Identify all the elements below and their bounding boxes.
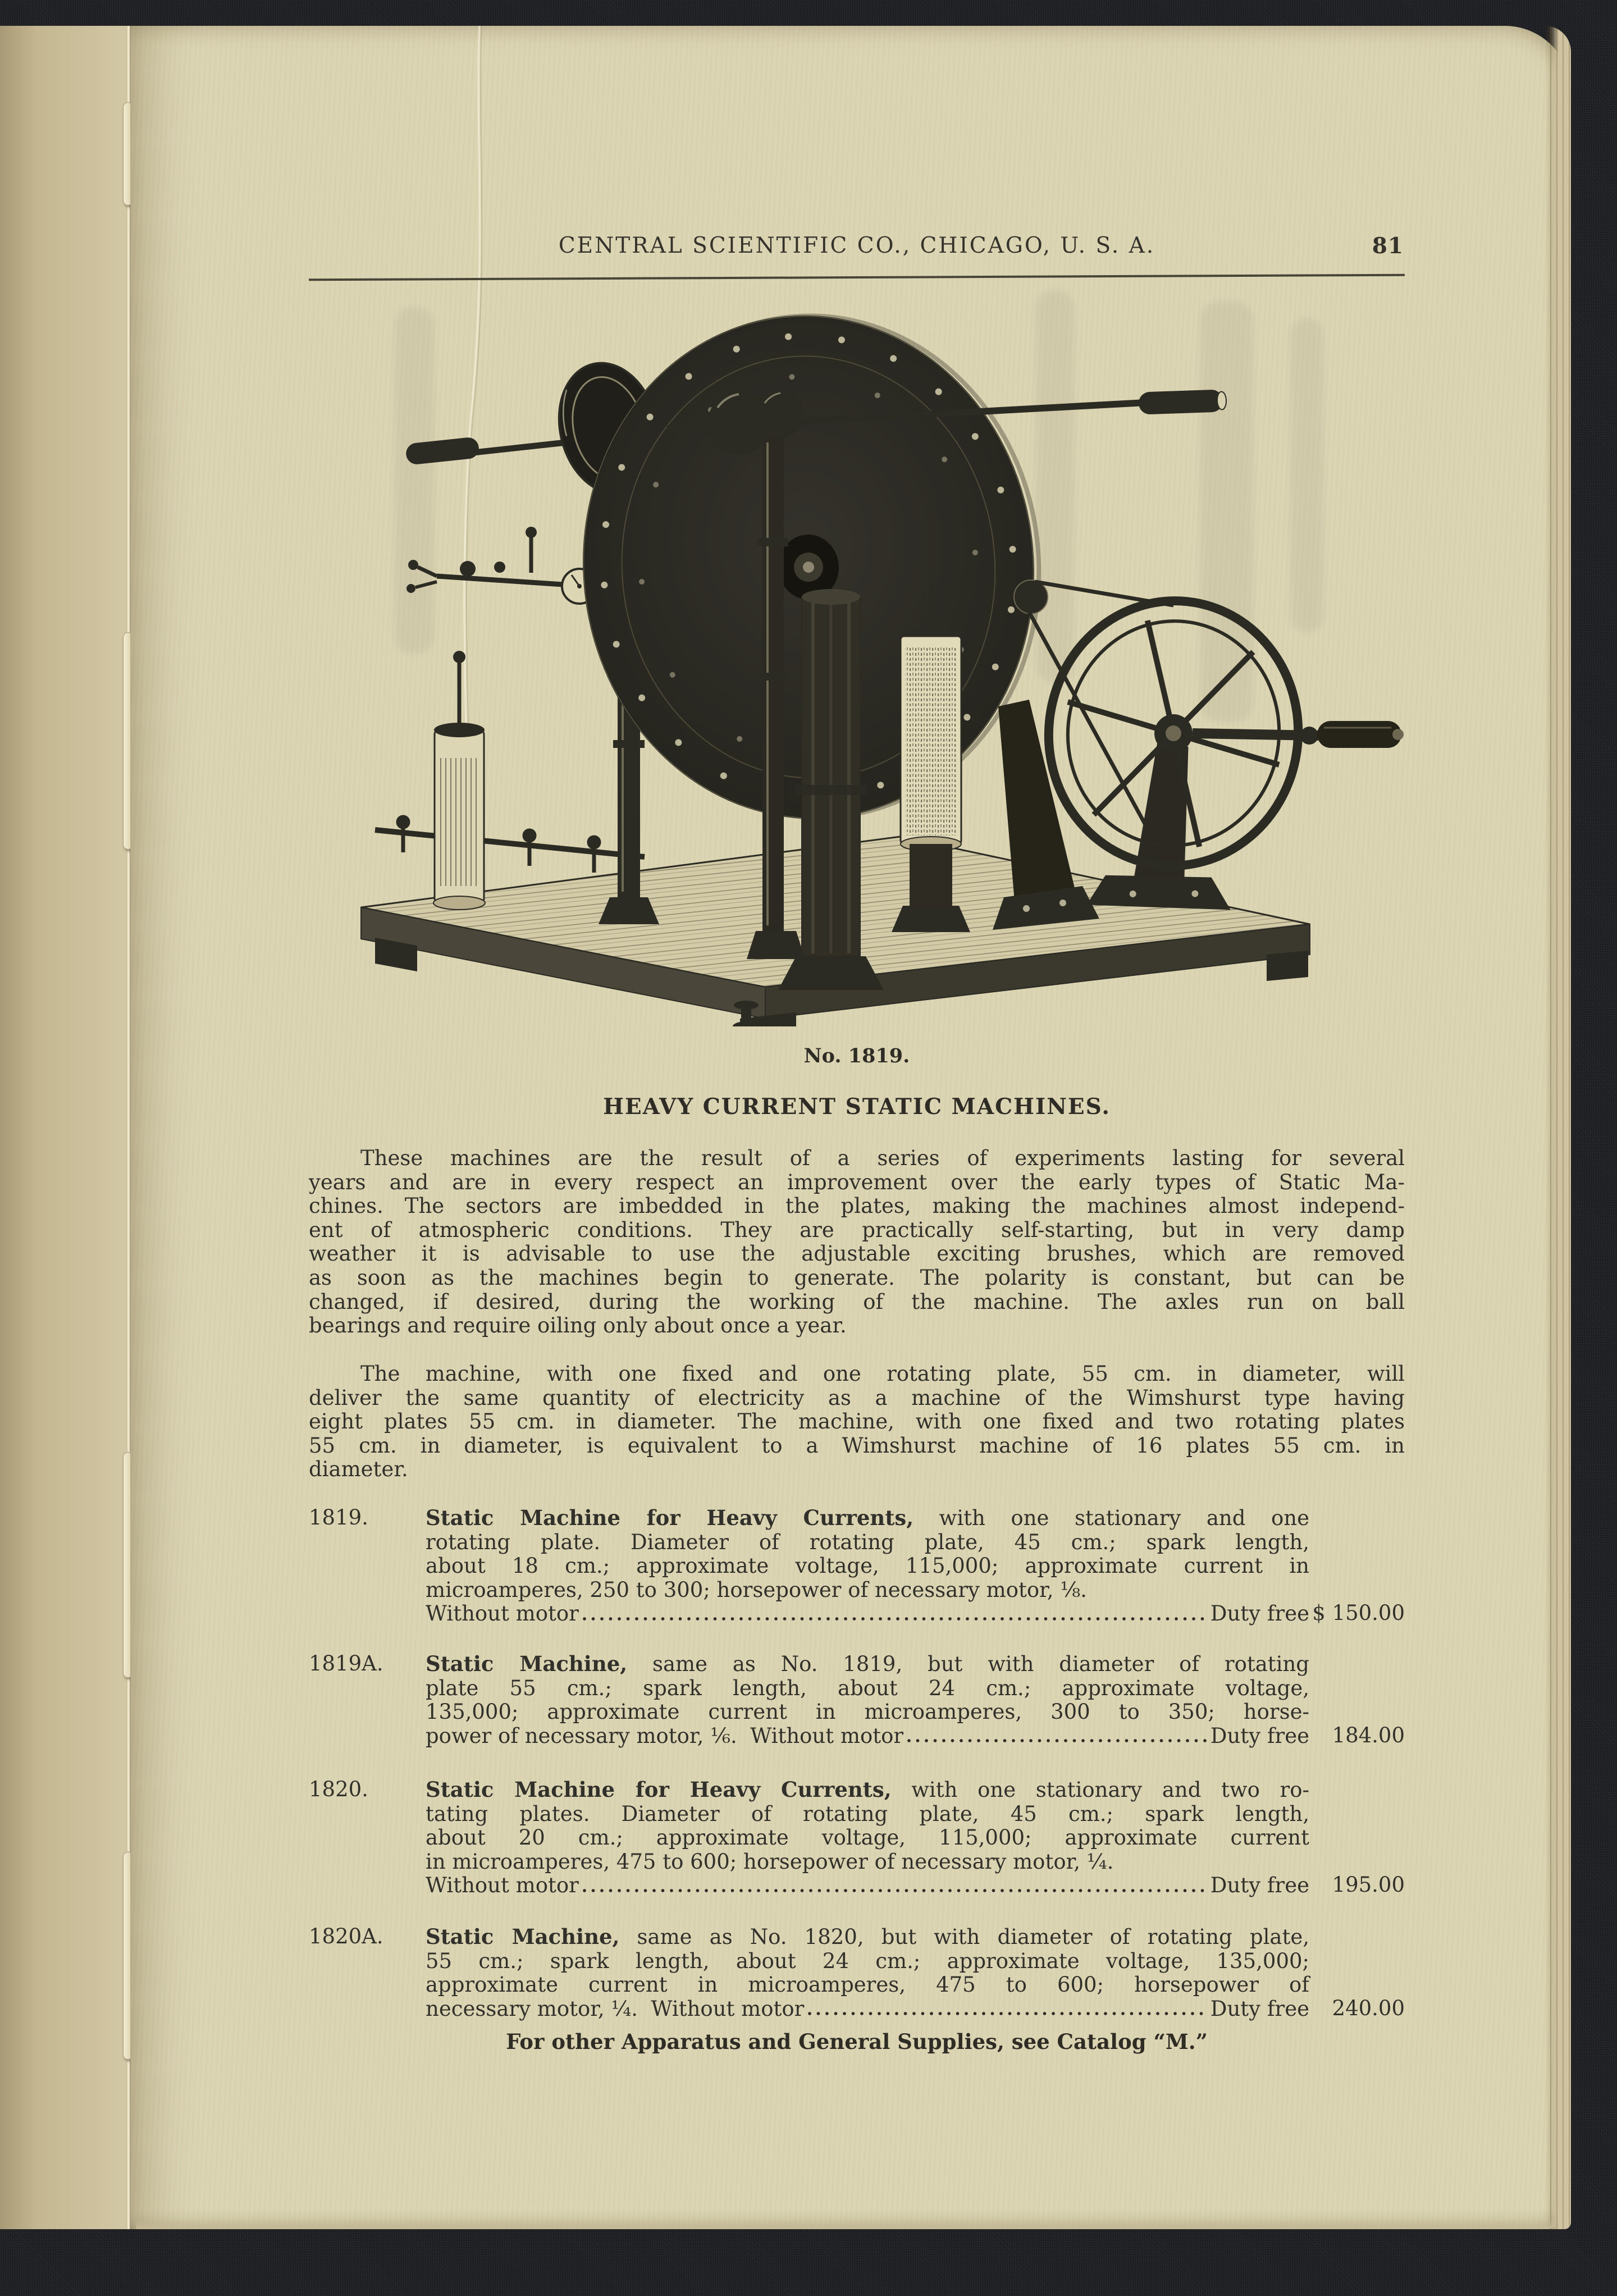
page-bottom-edge: [136, 2219, 1557, 2229]
static-machine-engraving: [353, 313, 1408, 1026]
item-line: 55 cm.; spark length, about 24 cm.; approximate voltage, 135,000;: [426, 1948, 1309, 1973]
item-line: in microamperes, 475 to 600; horsepower of necessary motor, ¼.: [426, 1849, 1114, 1874]
item-line: Static Machine for Heavy Currents, with one stationary and two ro-: [426, 1777, 1310, 1802]
item-number: 1820A.: [309, 1924, 383, 1948]
catalog-item-1820: [309, 1778, 1405, 1897]
section-title: HEAVY CURRENT STATIC MACHINES.: [603, 1094, 1111, 1120]
item-line: approximate current in microamperes, 475 to 600; horsepower of: [426, 1973, 1309, 1997]
item-price-line: Without motor Duty free: [426, 1873, 1309, 1898]
catalog-item-1819: [309, 1506, 1405, 1626]
dotted-leader: [582, 1887, 1207, 1894]
catalog-item-1819A: [309, 1652, 1405, 1748]
paragraph-line: diameter.: [309, 1457, 408, 1482]
paragraph-line: weather it is advisable to use the adjustable exciting brushes, which are removed: [309, 1241, 1405, 1266]
item-number: 1819A.: [309, 1651, 383, 1676]
item-line: about 18 cm.; approximate voltage, 115,000; approximate current in: [426, 1554, 1309, 1578]
item-line: rotating plate. Diameter of rotating plate, 45 cm.; spark length,: [426, 1530, 1309, 1554]
duty-free-label: Duty free: [1210, 1601, 1309, 1626]
item-line: plate 55 cm.; spark length, about 24 cm.; approximate voltage,: [426, 1676, 1309, 1700]
item-line: tating plates. Diameter of rotating plate, 45 cm.; spark length,: [426, 1801, 1309, 1826]
item-title: Static Machine,: [426, 1924, 620, 1949]
intro-paragraph: [309, 1147, 1405, 1338]
item-title: Static Machine for Heavy Currents,: [426, 1777, 892, 1802]
footer-note: For other Apparatus and General Supplies, see Catalog “M.”: [506, 2029, 1208, 2054]
page-number: 81: [1372, 233, 1404, 259]
paragraph-line: ent of atmospheric conditions. They are practically self-starting, but in very damp: [309, 1217, 1405, 1242]
duty-free-label: Duty free: [1210, 1723, 1309, 1748]
item-line: Static Machine, same as No. 1819, but with diameter of rotating: [426, 1651, 1309, 1676]
paragraph-line: chines. The sectors are imbedded in the plates, making the machines almost independ-: [309, 1194, 1405, 1218]
paragraph-line: years and are in every respect an improvement over the early types of Static Ma-: [309, 1170, 1405, 1194]
figure-illustration: [353, 313, 1408, 1026]
item-line: Static Machine, same as No. 1820, but with diameter of rotating plate,: [426, 1924, 1309, 1949]
price-value: 240.00: [1332, 1996, 1405, 2021]
dotted-leader: [907, 1737, 1207, 1744]
figure-caption: No. 1819.: [803, 1044, 910, 1067]
item-line: microamperes, 250 to 300; horsepower of necessary motor, ⅛.: [426, 1577, 1087, 1602]
page-header: [309, 231, 1405, 263]
item-price-line: power of necessary motor, ⅙. Without motor Duty free: [426, 1723, 1309, 1748]
item-number: 1820.: [309, 1777, 368, 1801]
header-rule: [309, 274, 1405, 281]
header-title: CENTRAL SCIENTIFIC CO., CHICAGO, U. S. A.: [558, 233, 1155, 258]
paragraph-line: bearings and require oiling only about once a year.: [309, 1313, 847, 1338]
price-value: 184.00: [1332, 1723, 1405, 1748]
catalog-page: [130, 26, 1571, 2229]
dotted-leader: [807, 2010, 1207, 2017]
item-number: 1819.: [309, 1505, 368, 1530]
item-title: Static Machine,: [426, 1651, 628, 1676]
price-value: 195.00: [1332, 1873, 1405, 1897]
paragraph-line: changed, if desired, during the working of the machine. The axles run on ball: [309, 1289, 1405, 1314]
paragraph-line: eight plates 55 cm. in diameter. The machine, with one fixed and two rotating plates: [309, 1409, 1405, 1434]
item-price-line: necessary motor, ¼. Without motor Duty free: [426, 1996, 1309, 2021]
paragraph-line: deliver the same quantity of electricity as a machine of the Wimshurst type having: [309, 1385, 1405, 1410]
item-line: about 20 cm.; approximate voltage, 115,000; approximate current: [426, 1825, 1309, 1850]
item-title: Static Machine for Heavy Currents,: [426, 1505, 914, 1530]
paragraph-line: 55 cm. in diameter, is equivalent to a Wimshurst machine of 16 plates 55 cm. in: [309, 1433, 1405, 1458]
duty-free-label: Duty free: [1210, 1873, 1309, 1898]
paragraph-line: The machine, with one fixed and one rotating plate, 55 cm. in diameter, will: [360, 1362, 1405, 1386]
item-line: 135,000; approximate current in microamperes, 300 to 350; horse-: [426, 1700, 1309, 1724]
price-value: $ 150.00: [1312, 1601, 1405, 1626]
item-price-line: Without motor Duty free: [426, 1601, 1309, 1626]
spec-paragraph: [309, 1362, 1405, 1482]
page-edge-stack: [1545, 26, 1571, 2229]
item-line: Static Machine for Heavy Currents, with one stationary and one: [426, 1505, 1309, 1530]
duty-free-label: Duty free: [1210, 1996, 1309, 2021]
dotted-leader: [582, 1615, 1207, 1622]
paragraph-line: as soon as the machines begin to generate. The polarity is constant, but can be: [309, 1265, 1405, 1290]
previous-page-edge: [0, 26, 130, 2229]
paragraph-line: These machines are the result of a series of experiments lasting for several: [360, 1146, 1405, 1170]
catalog-item-1820A: [309, 1925, 1405, 2021]
